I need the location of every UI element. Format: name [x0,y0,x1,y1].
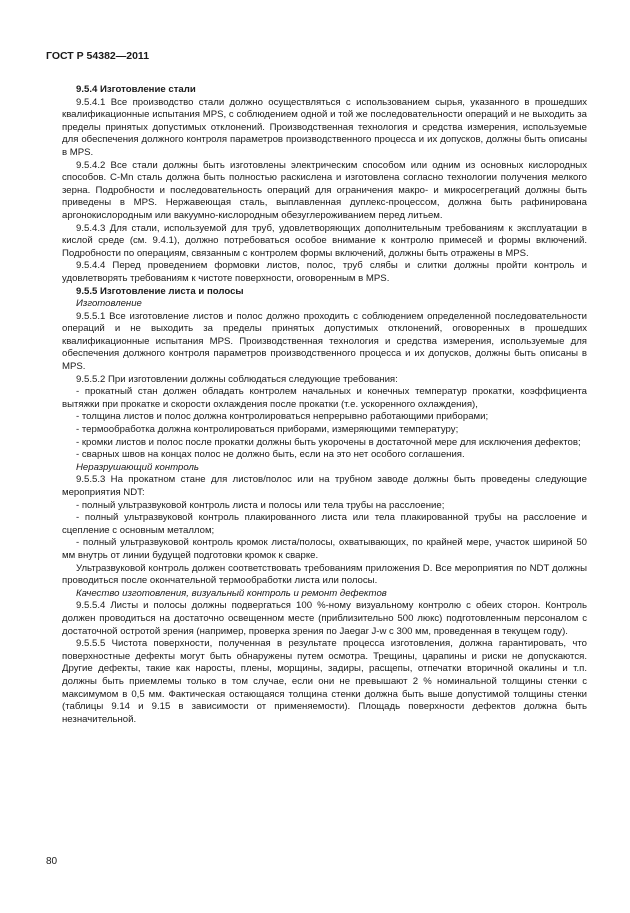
paragraph: 9.5.5.4 Листы и полосы должны подвергаться 100 %-ному визуальному контролю с обеих сторон. Контроль должен проводиться на достаточно освещенном месте (приблизительно 500 люкс) подготовленным персоналом с достаточной остротой зрения (например, проверка зрения по Jaegar J-w с 300 мм, проведенная в текущем году). [62,600,587,637]
section-heading: 9.5.5 Изготовление листа и полосы [76,285,244,297]
paragraph: 9.5.4.3 Для стали, используемой для труб, удовлетворяющих дополнительным требованиям к эксплуатации в кислой среде (см. 9.4.1), должно потребоваться особое внимание к контролю примесей и формы включений. Подробности по операциям, связанным с контролем формы включений, должны быть отражены в MPS. [62,222,587,259]
paragraph: 9.5.5.2 При изготовлении должны соблюдаться следующие требования: [76,373,398,385]
paragraph: 9.5.5.3 На прокатном стане для листов/полос или на трубном заводе должны быть проведены следующие мероприятия NDT: [62,474,587,498]
paragraph: - толщина листов и полос должна контролироваться непрерывно работающими приборами; [76,411,489,423]
paragraph: - полный ультразвуковой контроль кромок листа/полосы, охватывающих, по крайней мере, участок шириной 50 мм внутрь от линии будущей подготовки кромок к сварке. [62,537,587,561]
paragraph: - кромки листов и полос после прокатки должны быть укорочены в достаточной мере для исключения дефектов; [76,436,581,448]
page-number: 80 [46,856,58,867]
paragraph: - полный ультразвуковой контроль листа и полосы или тела трубы на расслоение; [76,499,445,511]
paragraph: 9.5.4.4 Перед проведением формовки листов, полос, труб слябы и слитки должны пройти контроль и удовлетворять требованиям к чистоте поверхности, оговоренным в MPS. [62,260,587,284]
subsection-title: Качество изготовления, визуальный контроль и ремонт дефектов [76,587,387,599]
paragraph: 9.5.4.1 Все производство стали должно осуществляться с использованием сырья, указанного в прошедших квалификационные испытания MPS, с соблюдением одной и той же последовательности операций и не выходить за пределы принятых допустимых отклонений. Производственная технология и средства измерения, используемые для обеспечения должного контроля параметров производственного процесса и их допусков, должны быть описаны в MPS. [62,96,587,158]
paragraph: Ультразвуковой контроль должен соответствовать требованиям приложения D. Все мероприятия по NDT должны проводиться после окончательной термообработки листа или полосы. [62,562,587,587]
document-header: ГОСТ Р 54382—2011 [46,50,150,62]
paragraph: - полный ультразвуковой контроль плакированного листа или тела плакированной трубы на расслоение и сцепление с основным металлом; [62,512,587,536]
subsection-title: Изготовление [76,298,142,310]
paragraph: - сварных швов на концах полос не должно быть, если на это нет особого соглашения. [76,449,465,461]
paragraph: 9.5.4.2 Все стали должны быть изготовлены электрическим способом или одним из основных кислородных способов. C-Mn сталь должна быть полностью раскислена и изготовлена согласно технологии получения мелкого зерна. Подробности и последовательность операций для ограничения макро- и микросегрегаций должны быть приведены в MPS. Нержавеющая сталь, выплавленная дуплекс-процессом, должна быть рафинирована аргонокислородным или вакуумно-кислородным обезуглероживанием перед литьем. [62,159,587,221]
paragraph: - прокатный стан должен обладать контролем начальных и конечных температур прокатки, коэффициента вытяжки при прокатке и скорости охлаждения после прокатки (т.е. ускоренного охлаждения), [62,386,587,410]
document-body [62,84,587,726]
subsection-title: Неразрушающий контроль [76,461,199,473]
paragraph: 9.5.5.5 Чистота поверхности, полученная в результате процесса изготовления, должна гарантировать, что поверхностные дефекты могут быть обнаружены путем осмотра. Трещины, царапины и риски не допускаются. Другие дефекты, такие как наросты, плены, морщины, задиры, расщепы, отпечатки вторичной окалины и т.п. должны быть приемлемы только в том случае, если они не превышают 2 % номинальной толщины стенки с максимумом в 0,5 мм. Фактическая остающаяся толщина стенки должна быть выше допустимой толщины стенки (таблицы 9.14 и 9.15 в зависимости от применяемости). Площадь поверхности дефектов должна быть незначительной. [62,638,587,725]
section-heading: 9.5.4 Изготовление стали [76,84,196,95]
paragraph: 9.5.5.1 Все изготовление листов и полос должно проходить с соблюдением определенной последовательности операций и не выходить за пределы принятых допустимых отклонений, оговоренных в прошедших квалификационные испытания MPS. Производственная технология и средства измерения, используемые для обеспечения должного контроля параметров производственного процесса и их допусков, должны быть описаны в MPS. [62,310,587,373]
paragraph: - термообработка должна контролироваться приборами, измеряющими температуру; [76,424,459,436]
